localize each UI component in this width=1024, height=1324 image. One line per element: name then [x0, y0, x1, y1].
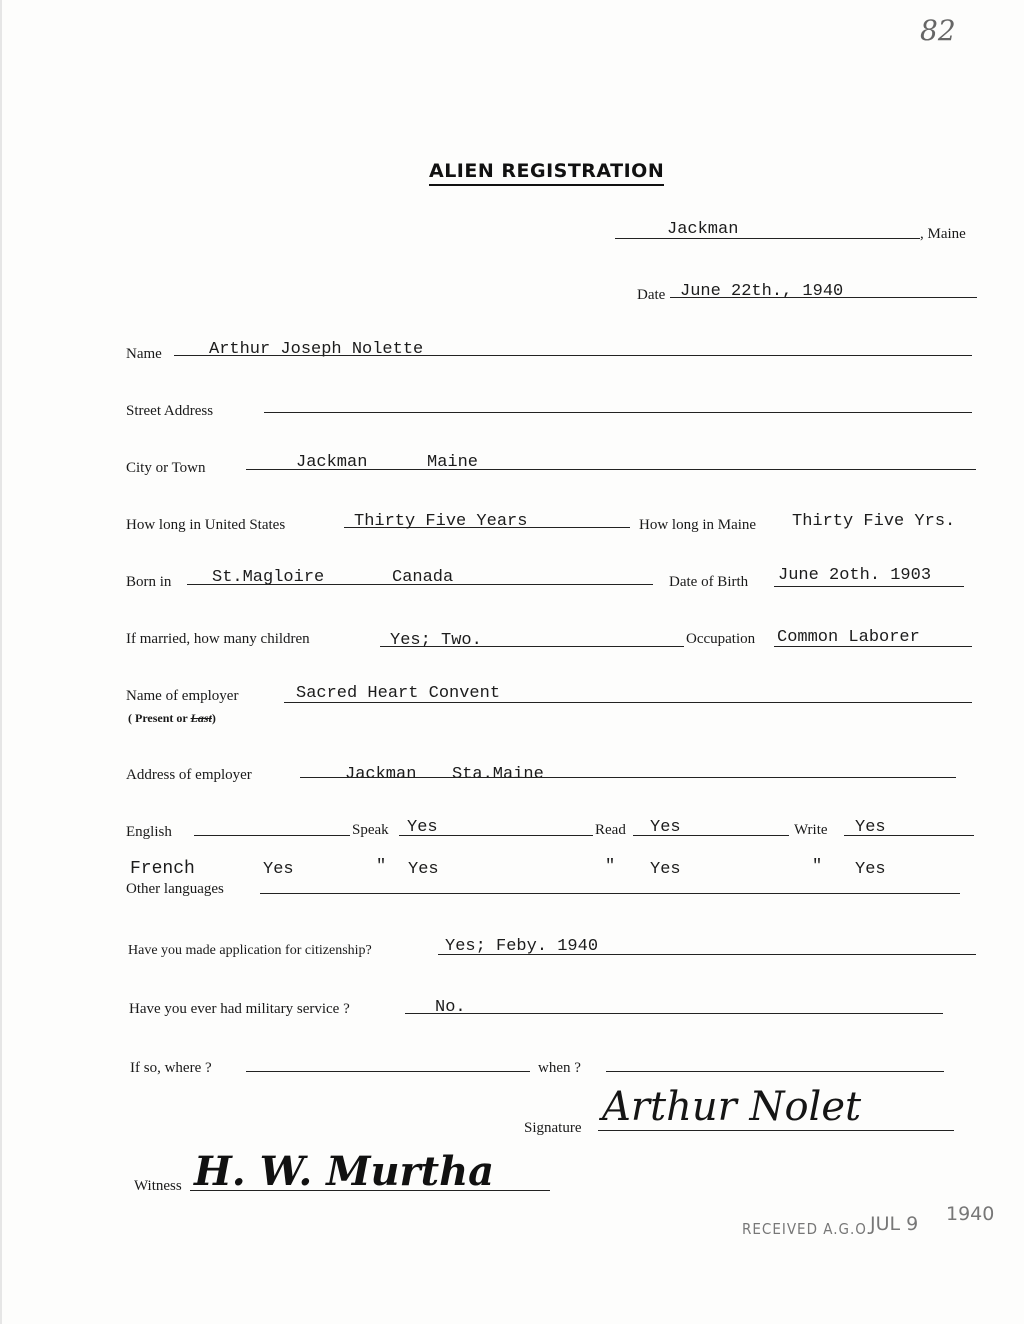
other-languages-line	[260, 893, 960, 894]
french-read-value: Yes	[650, 860, 681, 879]
location-state: , Maine	[920, 226, 966, 242]
employer-label: Name of employer	[126, 688, 239, 704]
received-stamp-text: RECEIVED A.G.O.	[742, 1220, 872, 1238]
city-line	[246, 469, 976, 470]
write-line	[844, 835, 974, 836]
occupation-line	[774, 646, 972, 647]
employer-sub-label-start: ( Present or	[128, 711, 188, 725]
dob-label: Date of Birth	[669, 574, 749, 590]
page-number: 82	[920, 14, 956, 47]
name-value: Arthur Joseph Nolette	[209, 340, 424, 359]
employer-sub-label-struck: Last	[190, 711, 212, 725]
french-speak-value: Yes	[408, 860, 439, 879]
read-label: Read	[595, 822, 626, 838]
received-stamp-date: JUL 9	[870, 1213, 919, 1235]
english-read-value: Yes	[650, 818, 681, 837]
dob-value: June 2oth. 1903	[778, 566, 932, 585]
street-line	[264, 412, 972, 413]
citizenship-value: Yes; Feby. 1940	[445, 937, 599, 956]
witness-value: H. W. Murtha	[194, 1148, 495, 1195]
employer-line	[284, 702, 972, 703]
where-line	[246, 1071, 530, 1072]
ditto-write: "	[812, 857, 823, 876]
signature-value: Arthur Nolet	[602, 1084, 862, 1130]
signature-label: Signature	[524, 1120, 582, 1136]
english-speak-value: Yes	[407, 818, 438, 837]
city-state-value: Maine	[427, 453, 479, 472]
signature-line	[598, 1130, 954, 1131]
city-label: City or Town	[126, 460, 206, 476]
how-long-us-value: Thirty Five Years	[354, 512, 528, 531]
where-label: If so, where ?	[130, 1060, 212, 1076]
born-in-country: Canada	[392, 568, 454, 587]
date-label: Date	[637, 287, 666, 303]
name-line	[174, 355, 972, 356]
french-write-value: Yes	[855, 860, 886, 879]
military-label: Have you ever had military service ?	[129, 1001, 350, 1017]
employer-address-label: Address of employer	[126, 767, 252, 783]
witness-line	[190, 1190, 550, 1191]
date-value: June 22th., 1940	[680, 282, 844, 301]
how-long-us-label: How long in United States	[126, 517, 286, 533]
occupation-value: Common Laborer	[777, 628, 920, 647]
ditto-read: "	[605, 857, 616, 876]
english-line	[194, 835, 350, 836]
employer-value: Sacred Heart Convent	[296, 684, 501, 703]
dob-line	[774, 586, 964, 587]
when-line	[606, 1071, 944, 1072]
location-value: Jackman	[667, 220, 739, 239]
children-label: If married, how many children	[126, 631, 310, 647]
other-languages-label: Other languages	[126, 881, 224, 897]
name-label: Name	[126, 346, 162, 362]
military-line	[405, 1013, 943, 1014]
born-in-label: Born in	[126, 574, 172, 590]
employer-sub-label-end: )	[211, 711, 216, 725]
born-in-line	[187, 584, 653, 585]
form-title: ALIEN REGISTRATION	[429, 160, 664, 186]
read-line	[633, 835, 789, 836]
received-stamp-year: 1940	[946, 1203, 995, 1225]
english-write-value: Yes	[855, 818, 886, 837]
children-value: Yes; Two.	[390, 631, 482, 650]
speak-line	[399, 835, 593, 836]
how-long-us-line	[344, 527, 630, 528]
street-label: Street Address	[126, 403, 214, 419]
english-label: English	[126, 824, 172, 840]
city-value: Jackman	[296, 453, 368, 472]
occupation-label: Occupation	[686, 631, 756, 647]
employer-address-city: Jackman	[345, 765, 417, 784]
citizenship-line	[438, 954, 976, 955]
employer-address-line	[300, 777, 956, 778]
how-long-maine-label: How long in Maine	[639, 517, 757, 533]
location-line	[615, 238, 920, 239]
employer-sub-label	[128, 711, 216, 726]
write-label: Write	[794, 822, 828, 838]
ditto-speak: "	[376, 857, 387, 876]
citizenship-label: Have you made application for citizenship?	[128, 943, 372, 958]
date-line	[670, 297, 977, 298]
born-in-place: St.Magloire	[212, 568, 325, 587]
when-label: when ?	[538, 1060, 581, 1076]
french-label: French	[130, 859, 195, 879]
employer-address-state: Sta.Maine	[452, 765, 544, 784]
how-long-maine-value: Thirty Five Yrs.	[792, 512, 956, 531]
french-yes: Yes	[263, 860, 294, 879]
speak-label: Speak	[352, 822, 389, 838]
witness-label: Witness	[134, 1178, 182, 1194]
children-line	[380, 646, 684, 647]
military-value: No.	[435, 998, 466, 1017]
